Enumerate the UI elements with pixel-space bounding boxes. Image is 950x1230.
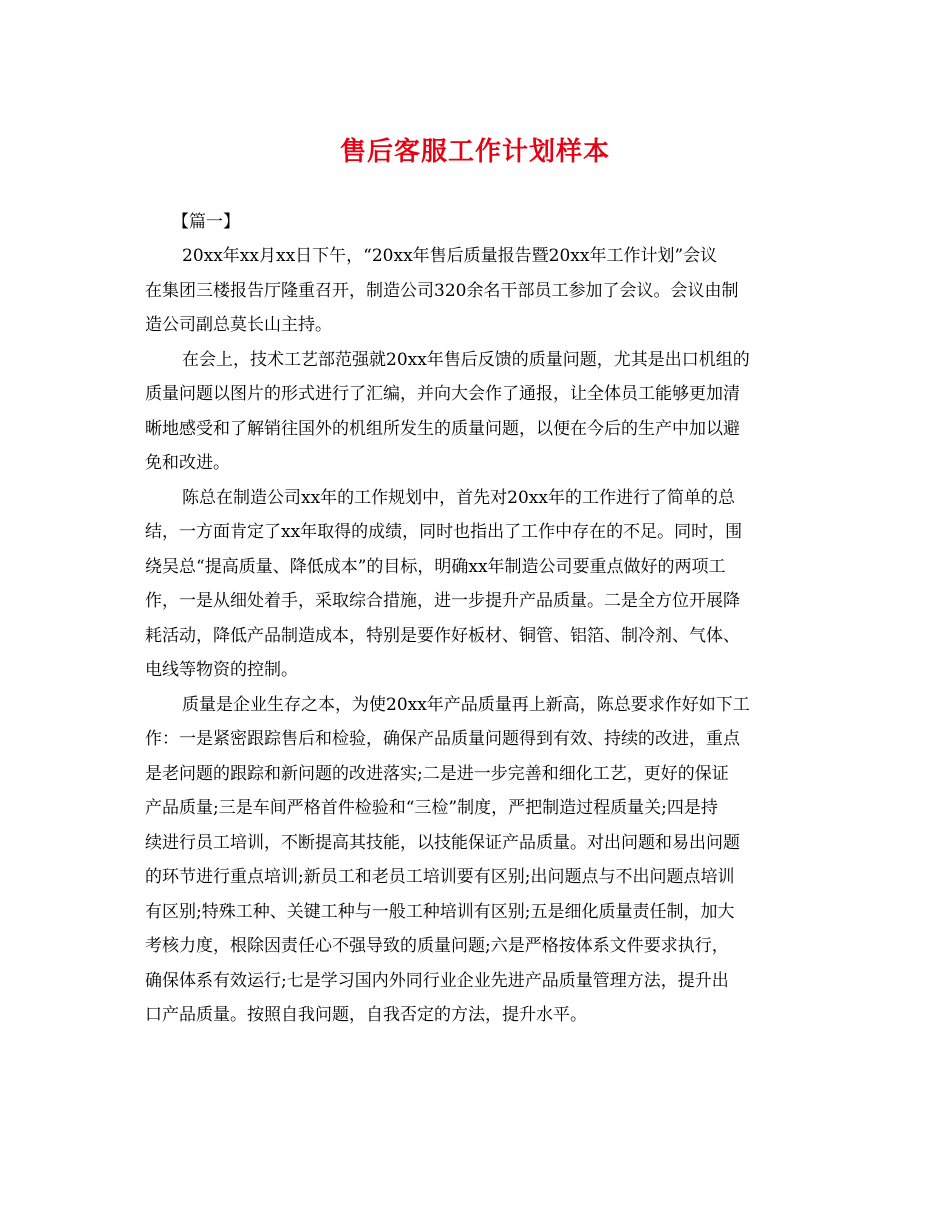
paragraph-line: 产品质量;三是车间严格首件检验和“三检”制度，严把制造过程质量关;四是持 — [145, 798, 718, 818]
paragraph-line: 作：一是紧密跟踪售后和检验，确保产品质量问题得到有效、持续的改进，重点 — [145, 729, 740, 749]
paragraph-line: 结，一方面肯定了xx年取得的成绩，同时也指出了工作中存在的不足。同时，围 — [145, 522, 743, 542]
paragraph-line: 质量问题以图片的形式进行了汇编，并向大会作了通报，让全体员工能够更加清 — [145, 384, 740, 404]
paragraph-line: 20xx年xx月xx日下午，“20xx年售后质量报告暨20xx年工作计划”会议 — [182, 246, 718, 266]
paragraph-line: 是老问题的跟踪和新问题的改进落实;二是进一步完善和细化工艺，更好的保证 — [145, 763, 729, 784]
document-body — [145, 239, 803, 1033]
paragraph-line: 作，一是从细处着手，采取综合措施，进一步提升产品质量。二是全方位开展降 — [145, 591, 740, 611]
paragraph — [145, 481, 803, 688]
paragraph — [145, 688, 803, 1033]
paragraph-line: 造公司副总莫长山主持。 — [145, 315, 332, 335]
paragraph-line: 电线等物资的控制。 — [145, 660, 298, 680]
paragraph-line: 口产品质量。按照自我问题，自我否定的方法，提升水平。 — [145, 1005, 587, 1025]
paragraph-line: 的环节进行重点培训;新员工和老员工培训要有区别;出问题点与不出问题点培训 — [145, 867, 735, 887]
paragraph-line: 考核力度，根除因责任心不强导致的质量问题;六是严格按体系文件要求执行， — [145, 936, 729, 956]
paragraph-line: 确保体系有效运行;七是学习国内外同行业企业先进产品质量管理方法，提升出 — [145, 970, 729, 991]
paragraph-line: 晰地感受和了解销往国外的机组所发生的质量问题，以便在今后的生产中加以避 — [145, 418, 740, 439]
paragraph-line: 在集团三楼报告厅隆重召开，制造公司320余名干部员工参加了会议。会议由制 — [145, 280, 739, 301]
paragraph-line: 陈总在制造公司xx年的工作规划中，首先对20xx年的工作进行了简单的总 — [182, 487, 735, 508]
section-label: 【篇一】 — [172, 212, 240, 232]
paragraph-line: 免和改进。 — [145, 453, 230, 473]
paragraph — [145, 239, 803, 343]
paragraph-line: 续进行员工培训，不断提高其技能，以技能保证产品质量。对出问题和易出问题 — [145, 832, 740, 853]
paragraph-line: 有区别;特殊工种、关键工种与一般工种培训有区别;五是细化质量责任制，加大 — [145, 901, 735, 922]
paragraph — [145, 343, 803, 481]
paragraph-line: 质量是企业生存之本，为使20xx年产品质量再上新高，陈总要求作好如下工 — [182, 694, 750, 715]
paragraph-line: 耗活动，降低产品制造成本，特别是要作好板材、铜管、铝箔、制冷剂、气体、 — [145, 625, 740, 646]
document-title: 售后客服工作计划样本 — [339, 137, 610, 167]
paragraph-line: 在会上，技术工艺部范强就20xx年售后反馈的质量问题，尤其是出口机组的 — [182, 349, 750, 370]
paragraph-line: 绕吴总“提高质量、降低成本”的目标，明确xx年制造公司要重点做好的两项工 — [145, 556, 726, 577]
